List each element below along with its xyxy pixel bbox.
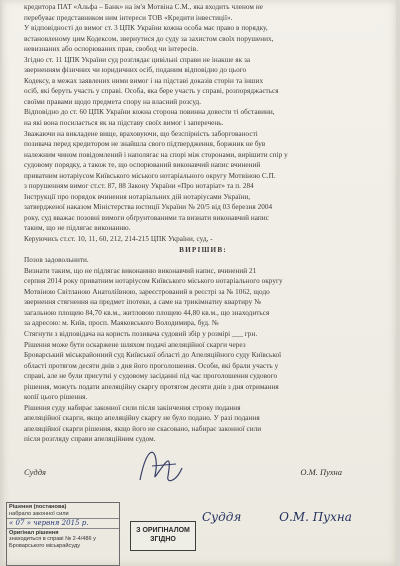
- text-line: невизнаних або оспорюваних прав, свобод чи інтересів.: [24, 45, 199, 54]
- copy-signature-name: О.М. Пухна: [279, 510, 352, 524]
- copy-signature: [202, 510, 352, 524]
- text-line: осіб, які беруть участь у справі. Особа, яка бере участь у справі, розпоряджається: [24, 87, 279, 96]
- text-line: своїми правами щодо предмета спору на власний розсуд.: [24, 97, 202, 106]
- text-line: Визнати таким, що не підлягає виконанню виконавчий напис, вчинений 21: [24, 266, 257, 275]
- copy-certified-stamp: [130, 521, 196, 551]
- text-line: Зважаючи на викладене вище, враховуючи, що безспірність заборгованості: [24, 129, 258, 138]
- text-line: Мотвіною Світланою Анатоліївною, зареєстрований в реєстрі за № 1062, щодо: [24, 287, 270, 296]
- judge-label: Суддя: [24, 467, 46, 477]
- text-line: перебуває представником ним інтереси ТОВ «Кредити інвестиції».: [24, 13, 233, 22]
- text-line: серпня 2014 року приватним нотаріусом Київського міського нотаріального округу: [24, 277, 283, 286]
- text-line: Рішення може бути оскаржене шляхом подачі апеляційної скарги через: [24, 340, 246, 349]
- decision-body-text: [24, 2, 382, 445]
- text-line: приватним нотаріусом Київського міського нотаріального округу Мотвіною С.П.: [24, 171, 276, 180]
- text-line: Кодексу, в межах заявлених ними вимог і на підставі доказів сторін та інших: [24, 76, 264, 85]
- text-line: таким, що не підлягає виконанню.: [24, 224, 131, 233]
- text-line: судовому порядку, а також те, що оспорюваний виконавчий напис вчинений: [24, 161, 261, 170]
- text-line: року, суд вважає позовні вимоги обґрунтованими та визнати виконавчий напис: [24, 213, 269, 222]
- text-line: рішення, можуть подати апеляційну скаргу протягом десяти днів з дня отримання: [24, 382, 279, 391]
- text-line: Згідно ст. 11 ЦПК України суд розглядає цивільні справи не інакше як за: [24, 55, 251, 64]
- text-line: на які вона посилається як на підставу своїх вимог і заперечень.: [24, 119, 224, 128]
- text-line: Відповідно до ст. 60 ЦПК України кожна сторона повинна довести ті обставини,: [24, 108, 275, 117]
- copy-signature-label: Суддя: [202, 510, 242, 524]
- text-line: справі, але не були присутні у судовому засіданні під час проголошення судового: [24, 372, 278, 381]
- text-line: Рішення суду набирає законної сили після закінчення строку подання: [24, 403, 241, 412]
- copy-stamp-line1: З ОРИГІНАЛОМ: [136, 527, 190, 534]
- stamp-in-force: набрало законної сили: [9, 510, 69, 517]
- text-line: Керуючись ст.ст. 10, 11, 60, 212, 214-215 ЦПК України, суд, -: [24, 235, 213, 244]
- text-line: апеляційної скарги рішення, якщо його не скасовано, набирає законної сили: [24, 424, 262, 433]
- text-line: Стягнути з відповідача на користь позивача судовий збір у розмірі ___ грн.: [24, 329, 258, 338]
- text-line: зверненням фізичних чи юридичних осіб, поданим відповідно до цього: [24, 66, 247, 75]
- stamp-original-label: Оригінал рішення: [9, 529, 59, 536]
- text-line: з порушенням вимог ст.ст. 87, 88 Закону України «Про нотаріат» та п. 284: [24, 182, 254, 191]
- text-line: загальною площею 84,70 кв.м., житловою площею 44,80 кв.м., що знаходиться: [24, 308, 270, 317]
- text-line: позивача перед кредитором не знайшла свого підтвердження, боржник не був: [24, 140, 266, 149]
- text-line: після розгляду справи апеляційним судом.: [24, 435, 156, 444]
- text-line: затвердженої наказом Міністерства юстиції України № 20/5 від 03 березня 2004: [24, 203, 273, 212]
- stamp-date: « 07 » червня 2015 р.: [7, 519, 119, 529]
- stamp-court: Броварського міськрайсуду: [9, 542, 81, 549]
- text-line: належним чином повідомлений і наполягає на спорі між сторонами, вирішити спір у: [24, 150, 288, 159]
- copy-stamp-line2: ЗГІДНО: [150, 536, 176, 543]
- text-line: кредитора ПАТ «Альфа – Банк» на ім'я Мотвіна С.М., яка входить членом не: [24, 3, 263, 11]
- text-line: У відповідності до вимог ст. 3 ЦПК України кожна особа має право в порядку,: [24, 24, 268, 33]
- stamp-decision-label: Рішення (постанова): [9, 504, 67, 510]
- text-line: області протягом десяти днів з дня його проголошення. Особи, які брали участь у: [24, 361, 279, 370]
- stamp-original-text: знаходиться в справі № 2-4/486 у: [9, 536, 96, 543]
- document-page: [2, 0, 396, 566]
- judge-name: О.М. Пухна: [300, 467, 342, 477]
- text-line: Позов задовольнити.: [24, 256, 89, 265]
- text-line: встановленому цим Кодексом, звернутися до суду за захистом своїх порушених,: [24, 34, 274, 43]
- text-line: звернення стягнення на предмет іпотеки, а саме на трикімнатну квартиру №: [24, 298, 262, 307]
- text-line: ВИРІШИВ:: [179, 245, 227, 254]
- text-line: Броварський міськрайонний суд Київської області до Апеляційного суду Київської: [24, 351, 282, 360]
- text-line: апеляційної скарги, якщо апеляційну скаргу не було подано. У разі подання: [24, 414, 260, 423]
- signature-row: [24, 463, 382, 483]
- text-line: копії цього рішення.: [24, 393, 88, 402]
- legal-force-stamp: [6, 502, 120, 566]
- text-line: за адресою: м. Київ, просп. Маяковського Володимира, буд. №: [24, 319, 219, 328]
- text-line: Інструкції про порядок вчинення нотаріальних дій нотаріусами України,: [24, 192, 251, 201]
